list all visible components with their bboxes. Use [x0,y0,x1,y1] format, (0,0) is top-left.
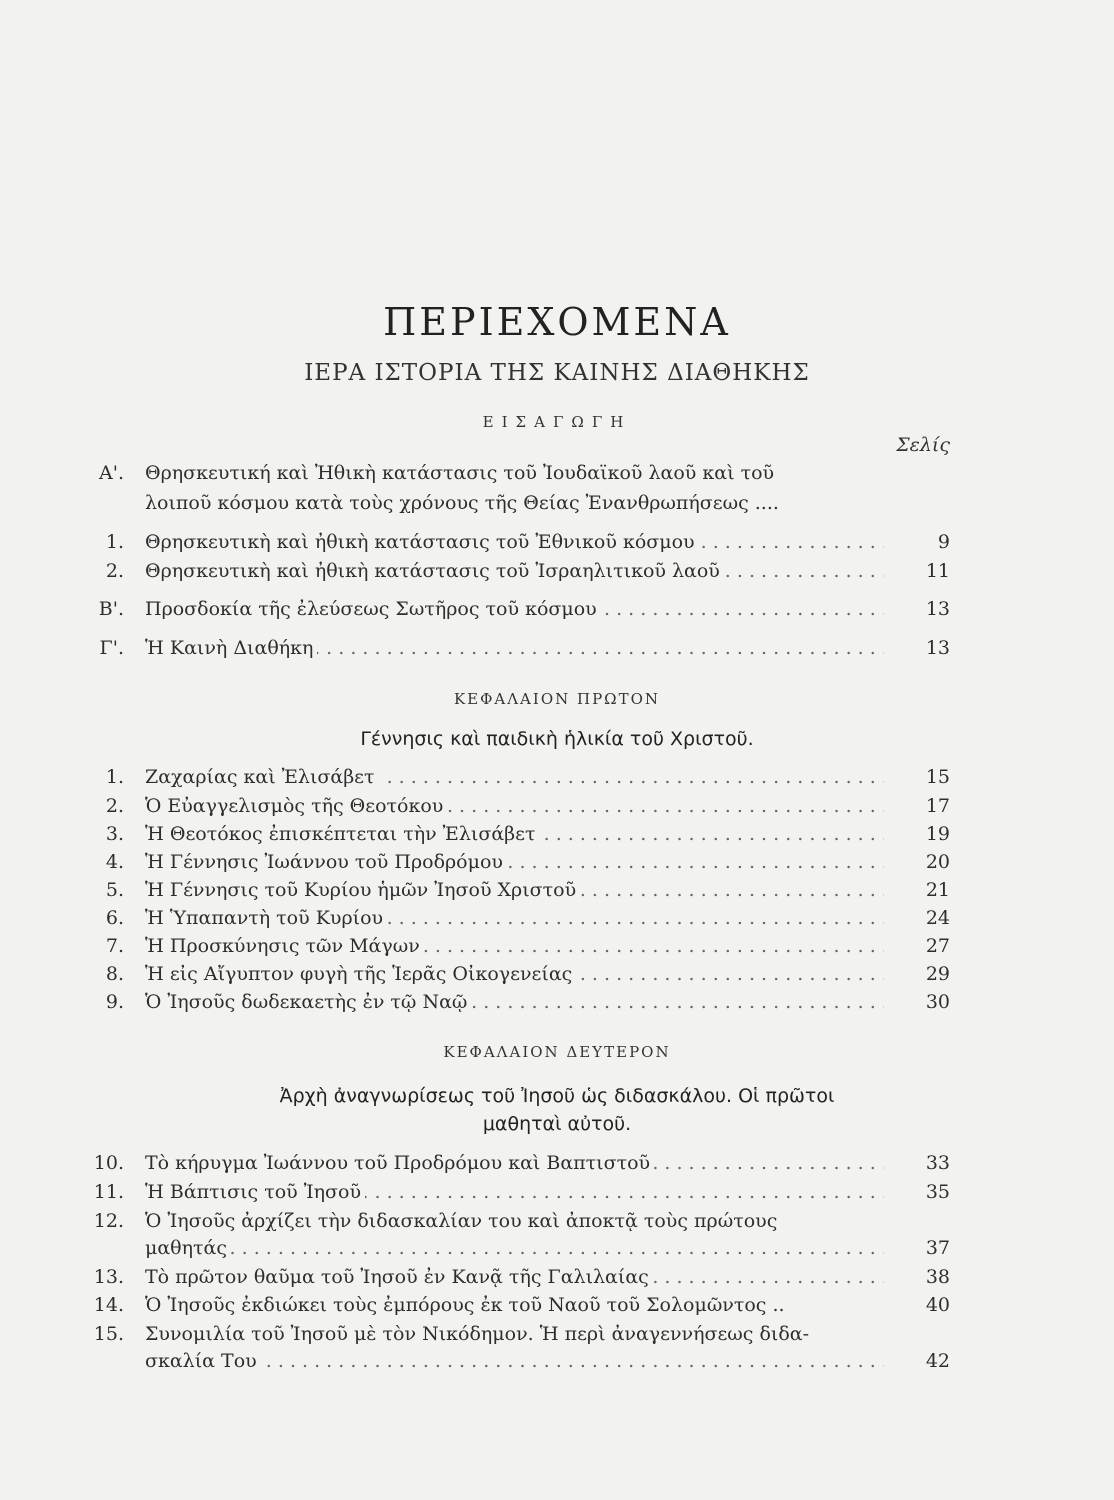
toc-entry[interactable] [0,795,1114,825]
entry-page: 30 [925,991,950,1013]
toc-entry[interactable] [0,598,1114,628]
entry-number: Β'. [98,598,124,620]
entry-text: Ἡ Προσκύνησις τῶν Μάγων [145,935,424,957]
entry-text: Ὁ Ἰησοῦς ἀρχίζει τὴν διδασκαλίαν του καὶ ἀποκτᾷ τοὺς πρώτους [145,1210,778,1232]
toc-entry[interactable] [0,1266,1114,1296]
entry-number: 13. [93,1266,124,1288]
chapter-2-title-line1: Ἀρχὴ ἀναγνωρίσεως τοῦ Ἰησοῦ ὡς διδασκάλου. Οἱ πρῶτοι [279,1085,835,1107]
toc-entry[interactable] [0,637,1114,667]
chapter-1-title: Γέννησις καὶ παιδικὴ ἡλικία τοῦ Χριστοῦ. [360,728,754,750]
page-title: ΠΕΡΙΕΧΟΜΕΝΑ [383,300,731,344]
entry-text: Ἡ Γέννησις Ἰωάννου τοῦ Προδρόμου [145,851,507,873]
entry-number: 9. [105,991,124,1013]
toc-entry[interactable] [0,560,1114,590]
chapter-1-heading: ΚΕΦΑΛΑΙΟΝ ΠΡΩΤΟΝ [453,690,661,708]
entry-page: 33 [925,1152,950,1174]
entry-number: 4. [105,851,124,873]
entry-number: 1. [105,531,124,553]
entry-number: 11. [93,1181,124,1203]
entry-page: 20 [925,851,950,873]
entry-number: 2. [105,795,124,817]
book-subtitle: ΙΕΡΑ ΙΣΤΟΡΙΑ ΤΗΣ ΚΑΙΝΗΣ ΔΙΑΘΗΚΗΣ [304,360,810,386]
entry-number: 5. [105,879,124,901]
toc-entry[interactable] [0,907,1114,937]
entry-page: 42 [925,1350,950,1372]
entry-number: 7. [105,935,124,957]
toc-entry[interactable] [0,851,1114,881]
entry-page: 11 [925,560,950,582]
toc-entry[interactable] [0,531,1114,561]
toc-entry[interactable] [0,1181,1114,1211]
entry-number: 8. [105,963,124,985]
entry-text: Θρησκευτικὴ καὶ ἠθικὴ κατάστασις τοῦ Ἐθνικοῦ κόσμου [145,531,699,553]
toc-entry[interactable] [0,823,1114,853]
entry-number: Α'. [99,462,124,484]
entry-number: 1. [105,766,124,788]
entry-text: Ὁ Ἰησοῦς ἐκδιώκει τοὺς ἐμπόρους ἐκ τοῦ Ναοῦ τοῦ Σολομῶντος .. [145,1294,785,1316]
entry-number: 6. [105,907,124,929]
entry-text: Ἡ Θεοτόκος ἐπισκέπτεται τὴν Ἐλισάβετ [145,823,540,845]
entry-page: 19 [925,823,950,845]
entry-text: Τὸ κήρυγμα Ἰωάννου τοῦ Προδρόμου καὶ Βαπτιστοῦ [145,1152,654,1174]
toc-entry[interactable] [0,963,1114,993]
toc-entry[interactable] [0,991,1114,1021]
toc-entry[interactable] [0,1152,1114,1182]
entry-text-cont: μαθητάς [145,1237,231,1259]
entry-page: 40 [925,1294,950,1316]
toc-entry-12-cont [0,1237,1114,1267]
intro-heading: ΕΙΣΑΓΩΓΗ [482,413,632,431]
entry-number: 14. [93,1294,124,1316]
toc-entry-intro-a-cont: λοιποῦ κόσμου κατὰ τοὺς χρόνους τῆς Θείας Ἐνανθρωπήσεως .... [145,492,779,514]
toc-entry-12[interactable] [0,1210,1114,1240]
entry-number: 12. [93,1210,124,1232]
entry-page: 17 [925,795,950,817]
entry-text: Θρησκευτικὴ καὶ ἠθικὴ κατάστασις τοῦ Ἰσραηλιτικοῦ λαοῦ [145,560,724,582]
toc-entry-intro-a[interactable] [0,462,1114,492]
entry-number: 2. [105,560,124,582]
toc-entry[interactable] [0,766,1114,796]
page-column-label: Σελίς [896,434,950,456]
entry-page: 15 [925,766,950,788]
entry-page: 9 [937,531,950,553]
entry-text: Προσδοκία τῆς ἐλεύσεως Σωτῆρος τοῦ κόσμου [145,598,601,620]
entry-page: 29 [925,963,950,985]
entry-number: 3. [105,823,124,845]
chapter-2-heading: ΚΕΦΑΛΑΙΟΝ ΔΕΥΤΕΡΟΝ [443,1043,671,1061]
entry-page: 13 [925,637,950,659]
entry-page: 35 [925,1181,950,1203]
entry-page: 24 [925,907,950,929]
entry-text: Τὸ πρῶτον θαῦμα τοῦ Ἰησοῦ ἐν Κανᾷ τῆς Γαλιλαίας [145,1266,653,1288]
entry-text: Ὁ Ἰησοῦς δωδεκαετὴς ἐν τῷ Ναῷ [145,991,471,1013]
entry-page: 37 [925,1237,950,1259]
entry-page: 27 [925,935,950,957]
entry-text: Θρησκευτική καὶ Ἠθικὴ κατάστασις τοῦ Ἰουδαϊκοῦ λαοῦ καὶ τοῦ [145,462,775,484]
entry-text: Ἡ εἰς Αἴγυπτον φυγὴ τῆς Ἱερᾶς Οἰκογενείας [145,963,576,985]
entry-text-cont: σκαλία Του [145,1350,261,1372]
entry-text: Ὁ Εὐαγγελισμὸς τῆς Θεοτόκου [145,795,447,817]
entry-number: 15. [93,1323,124,1345]
entry-text: Ζαχαρίας καὶ Ἐλισάβετ [145,766,379,788]
entry-page: 13 [925,598,950,620]
entry-text: Ἡ Ὑπαπαντὴ τοῦ Κυρίου [145,907,387,929]
entry-text: Ἡ Βάπτισις τοῦ Ἰησοῦ [145,1181,365,1203]
entry-page: 38 [925,1266,950,1288]
toc-entry[interactable] [0,1294,1114,1324]
entry-text: Ἡ Καινὴ Διαθήκη [145,637,317,659]
toc-entry-15[interactable] [0,1323,1114,1353]
entry-text: Ἡ Γέννησις τοῦ Κυρίου ἡμῶν Ἰησοῦ Χριστοῦ [145,879,580,901]
toc-entry-15-cont [0,1350,1114,1380]
entry-number: Γ'. [99,637,124,659]
entry-page: 21 [925,879,950,901]
entry-number: 10. [93,1152,124,1174]
toc-entry[interactable] [0,935,1114,965]
chapter-2-title-line2: μαθηταὶ αὐτοῦ. [482,1113,632,1135]
toc-entry[interactable] [0,879,1114,909]
entry-text: Συνομιλία τοῦ Ἰησοῦ μὲ τὸν Νικόδημον. Ἡ περὶ ἀναγεννήσεως διδα- [145,1323,810,1345]
